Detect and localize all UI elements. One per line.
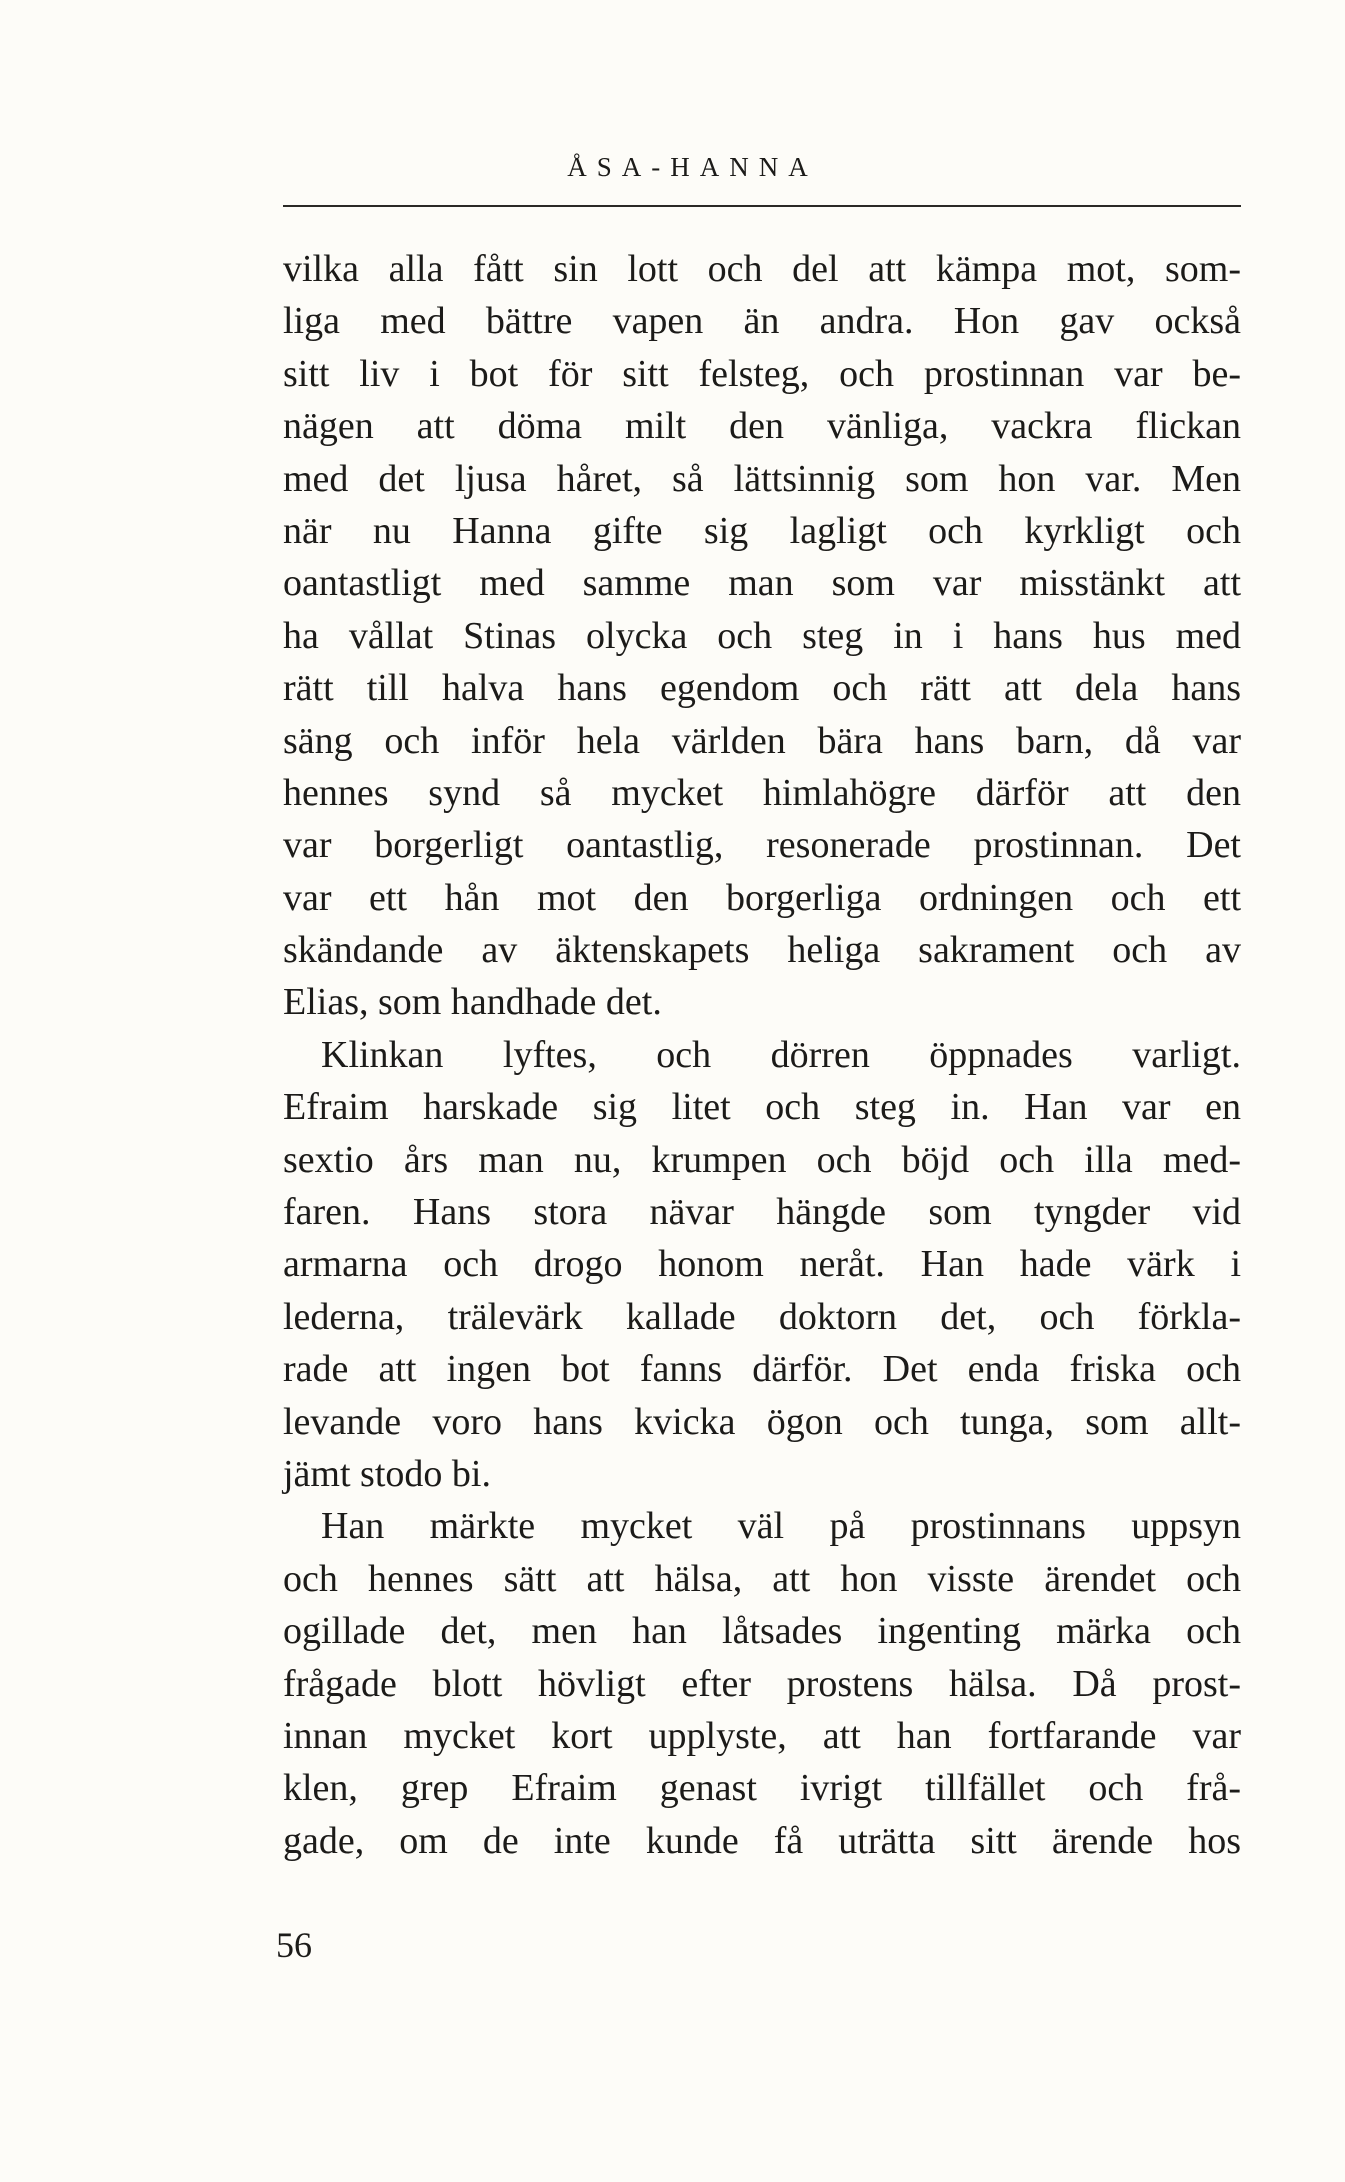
text-line: ha vållat Stinas olycka och steg in i hans hus med <box>283 614 1241 657</box>
text-line: rätt till halva hans egendom och rätt att dela hans <box>283 667 1241 710</box>
text-line: sitt liv i bot för sitt felsteg, och prostinnan var be- <box>283 352 1241 395</box>
text-line: gade, om de inte kunde få uträtta sitt ärende hos <box>283 1819 1241 1862</box>
header-rule <box>283 205 1241 207</box>
text-line: armarna och drogo honom neråt. Han hade värk i <box>283 1243 1241 1286</box>
text-line: frågade blott hövligt efter prostens hälsa. Då prost- <box>283 1662 1241 1705</box>
text-line: när nu Hanna gifte sig lagligt och kyrkligt och <box>283 509 1241 552</box>
text-line: nägen att döma milt den vänliga, vackra flickan <box>283 405 1241 448</box>
text-line: levande voro hans kvicka ögon och tunga, som allt- <box>283 1400 1241 1443</box>
body-text <box>283 243 1241 1867</box>
text-line: Elias, som handhade det. <box>283 981 662 1024</box>
text-line: vilka alla fått sin lott och del att kämpa mot, som- <box>283 248 1241 290</box>
text-line: säng och inför hela världen bära hans barn, då var <box>283 719 1241 762</box>
text-line: rade att ingen bot fanns därför. Det enda friska och <box>283 1348 1241 1391</box>
text-line: skändande av äktenskapets heliga sakrament och av <box>283 929 1241 972</box>
text-line: Klinkan lyftes, och dörren öppnades varligt. <box>321 1033 1241 1076</box>
text-line: sextio års man nu, krumpen och böjd och illa med- <box>283 1138 1241 1181</box>
text-line: och hennes sätt att hälsa, att hon visste ärendet och <box>283 1557 1241 1600</box>
text-line: oantastligt med samme man som var misstänkt att <box>283 562 1241 605</box>
text-line: jämt stodo bi. <box>283 1452 491 1495</box>
text-line: innan mycket kort upplyste, att han fortfarande var <box>283 1714 1241 1757</box>
text-line: var borgerligt oantastlig, resonerade prostinnan. Det <box>283 824 1241 867</box>
text-line: liga med bättre vapen än andra. Hon gav också <box>283 300 1241 343</box>
text-line: klen, grep Efraim genast ivrigt tillfället och frå- <box>283 1767 1241 1810</box>
page-number: 56 <box>276 1925 312 1965</box>
text-line: lederna, trälevärk kallade doktorn det, och förkla- <box>283 1295 1241 1338</box>
text-line: Han märkte mycket väl på prostinnans uppsyn <box>321 1505 1241 1548</box>
text-line: var ett hån mot den borgerliga ordningen och ett <box>283 876 1241 919</box>
text-line: hennes synd så mycket himlahögre därför att den <box>283 771 1241 814</box>
text-line: ogillade det, men han låtsades ingenting märka och <box>283 1610 1241 1653</box>
text-line: faren. Hans stora nävar hängde som tyngder vid <box>283 1191 1241 1234</box>
running-title: ÅSA-HANNA <box>567 152 818 182</box>
text-line: med det ljusa håret, så lättsinnig som hon var. Men <box>283 457 1241 500</box>
text-line: Efraim harskade sig litet och steg in. Han var en <box>283 1086 1241 1129</box>
